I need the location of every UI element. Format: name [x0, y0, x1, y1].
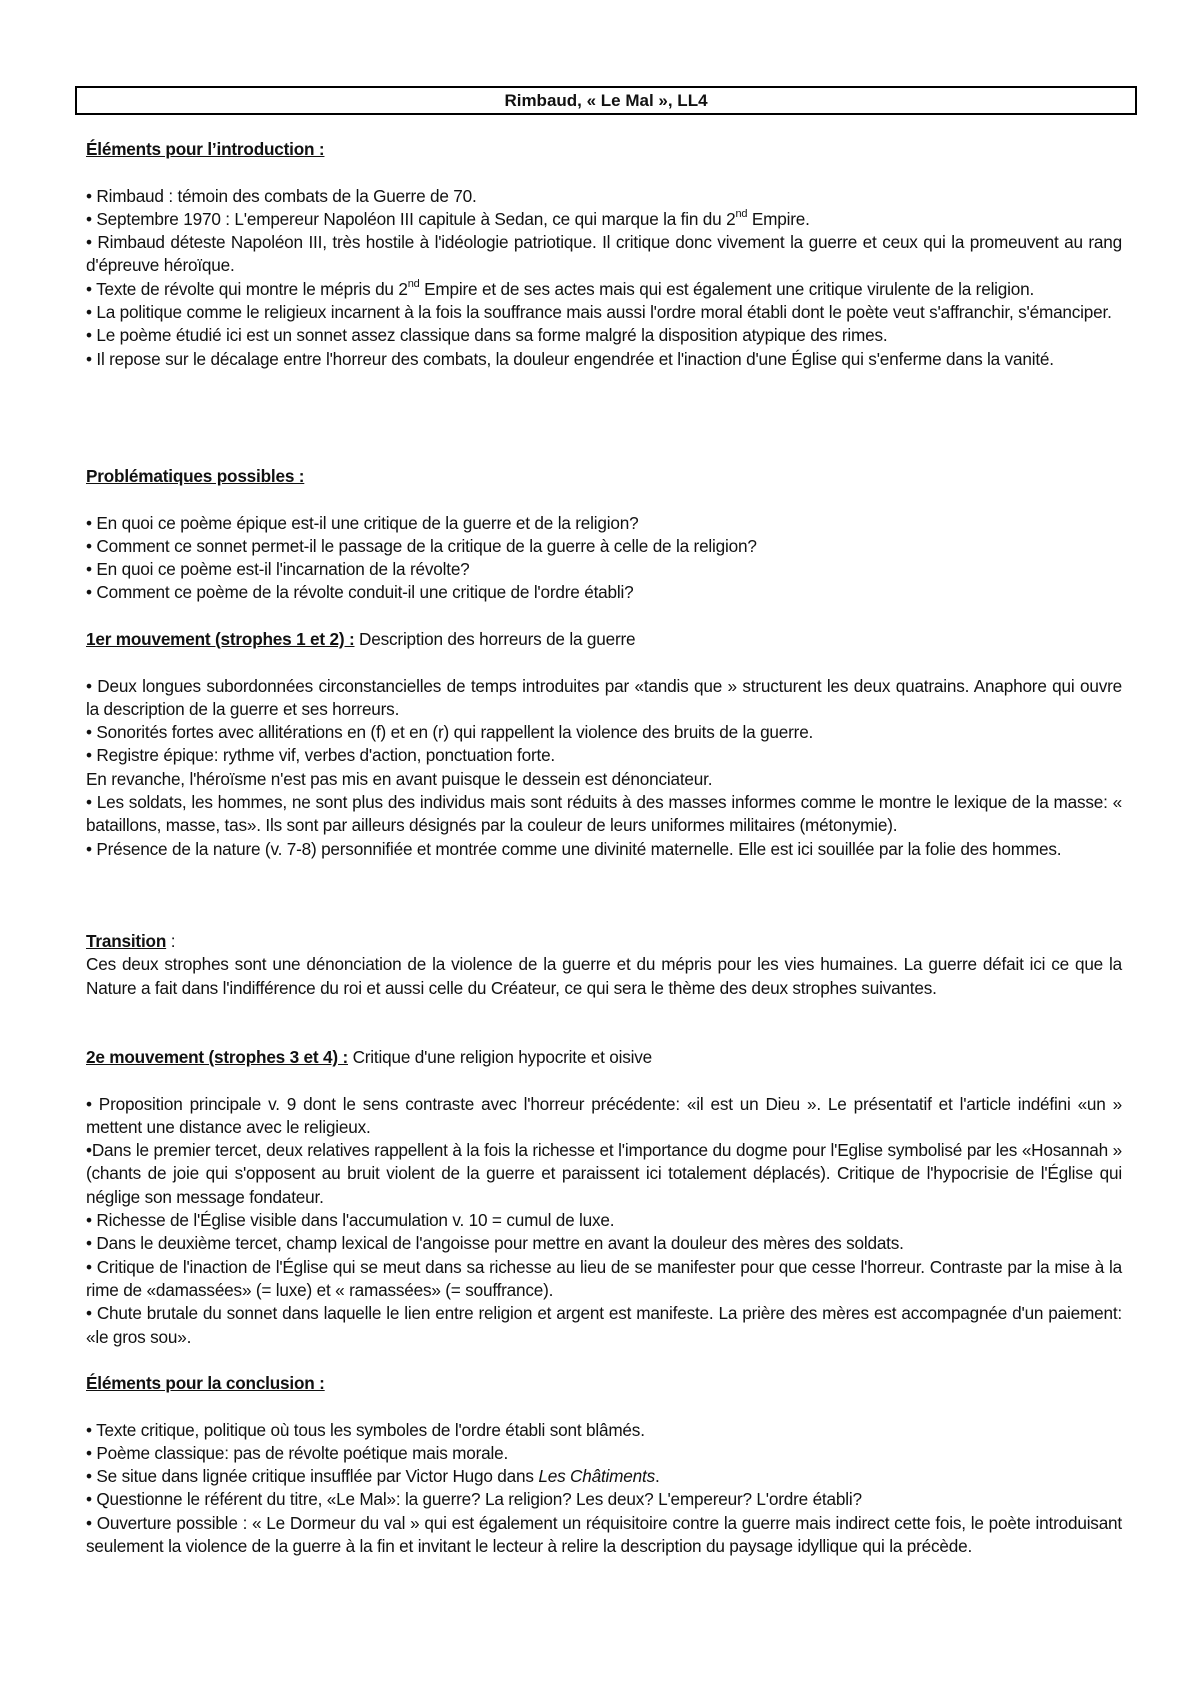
mouvement2-item: •Dans le premier tercet, deux relatives rappellent à la fois la richesse et l'importance du dogme pour l'Eglise symbolisé par les «Hosannah » (chants de joie qui s'opposent au bruit violent de la guerre et paraissent ici totalement déplacés). Critique de l'hypocrisie de l'Église qui néglige son message fondateur.	[86, 1140, 1122, 1207]
intro-heading: Éléments pour l’introduction :	[86, 139, 325, 159]
intro-item: • Rimbaud : témoin des combats de la Guerre de 70.	[86, 185, 477, 206]
problematique-item: • En quoi ce poème épique est-il une critique de la guerre et de la religion?	[86, 512, 639, 533]
mouvement1-item: En revanche, l'héroïsme n'est pas mis en avant puisque le dessein est dénonciateur.	[86, 768, 713, 789]
problematiques-heading: Problématiques possibles :	[86, 466, 305, 486]
mouvement2-item: • Richesse de l'Église visible dans l'accumulation v. 10 = cumul de luxe.	[86, 1210, 615, 1231]
mouvement1-item: • Deux longues subordonnées circonstancielles de temps introduites par «tandis que » structurent les deux quatrains. Anaphore qui ouvre la description de la guerre et ses horreurs.	[86, 675, 1122, 719]
intro-item: • La politique comme le religieux incarnent à la fois la souffrance mais aussi l'ordre moral établi dont le poète veut s'affranchir, s'émanciper.	[86, 302, 1112, 323]
mouvement2-heading: 2e mouvement (strophes 3 et 4) : Critique d'une religion hypocrite et oisive	[86, 1047, 653, 1067]
mouvement1-item: • Les soldats, les hommes, ne sont plus des individus mais sont réduits à des masses informes comme le montre le lexique de la masse: « bataillons, masse, tas». Ils sont par ailleurs désignés par la couleur de leurs uniformes militaires (métonymie).	[86, 792, 1122, 836]
conclusion-item: • Ouverture possible : « Le Dormeur du val » qui est également un réquisitoire contre la guerre mais indirect cette fois, le poète introduisant seulement la violence de la guerre à la fin et invitant le lecteur à relire la description du paysage idyllique qui la précède.	[86, 1512, 1122, 1557]
conclusion-item: • Poème classique: pas de révolte poétique mais morale.	[86, 1442, 509, 1463]
problematique-item: • Comment ce sonnet permet-il le passage de la critique de la guerre à celle de la religion?	[86, 535, 757, 556]
conclusion-heading: Éléments pour la conclusion :	[86, 1373, 325, 1393]
problematiques-section	[86, 465, 1122, 605]
mouvement1-item: • Sonorités fortes avec allitérations en (f) et en (r) qui rappellent la violence des bruits de la guerre.	[86, 722, 814, 743]
intro-item: • Rimbaud déteste Napoléon III, très hostile à l'idéologie patriotique. Il critique donc vivement la guerre et ceux qui la promeuvent au rang d'épreuve héroïque.	[86, 232, 1122, 276]
transition-heading: Transition :	[86, 931, 176, 951]
intro-item: • Le poème étudié ici est un sonnet assez classique dans sa forme malgré la disposition atypique des rimes.	[86, 325, 888, 346]
conclusion-item: • Questionne le référent du titre, «Le Mal»: la guerre? La religion? Les deux? L'empereur? L'ordre établi?	[86, 1489, 862, 1510]
mouvement2-item: • Proposition principale v. 9 dont le sens contraste avec l'horreur précédente: «il est un Dieu ». Le présentatif et l'article indéfini «un » mettent une distance avec le religieux.	[86, 1093, 1122, 1137]
mouvement2-section	[86, 1046, 1122, 1349]
mouvement1-item: • Présence de la nature (v. 7-8) personnifiée et montrée comme une divinité maternelle. Elle est ici souillée par la folie des hommes.	[86, 838, 1062, 859]
mouvement1-heading: 1er mouvement (strophes 1 et 2) : Description des horreurs de la guerre	[86, 629, 636, 649]
mouvement2-item: • Dans le deuxième tercet, champ lexical de l'angoisse pour mettre en avant la douleur des mères des soldats.	[86, 1233, 904, 1254]
conclusion-item: • Texte critique, politique où tous les symboles de l'ordre établi sont blâmés.	[86, 1419, 645, 1440]
conclusion-section	[86, 1372, 1122, 1558]
mouvement1-section	[86, 628, 1122, 861]
intro-item: • Il repose sur le décalage entre l'horreur des combats, la douleur engendrée et l'inaction d'une Église qui s'enferme dans la vanité.	[86, 348, 1054, 369]
conclusion-item: • Se situe dans lignée critique insufflée par Victor Hugo dans Les Châtiments.	[86, 1466, 660, 1487]
page-title: Rimbaud, « Le Mal », LL4	[75, 86, 1137, 115]
intro-section	[86, 138, 1122, 371]
transition-section	[86, 930, 1122, 1000]
problematique-item: • Comment ce poème de la révolte conduit-il une critique de l'ordre établi?	[86, 582, 634, 603]
transition-text: Ces deux strophes sont une dénonciation de la violence de la guerre et du mépris pour les vies humaines. La guerre défait ici ce que la Nature a fait dans l'indifférence du roi et aussi celle du Créateur, ce qui sera le thème des deux strophes suivantes.	[86, 954, 1122, 998]
intro-item: • Septembre 1970 : L'empereur Napoléon III capitule à Sedan, ce qui marque la fin du 2nd Empire.	[86, 208, 810, 229]
mouvement2-item: • Critique de l'inaction de l'Église qui se meut dans sa richesse au lieu de se manifester pour que cesse l'horreur. Contraste par la mise à la rime de «damassées» (= luxe) et « ramassées» (= souffrance).	[86, 1256, 1122, 1300]
mouvement2-item: • Chute brutale du sonnet dans laquelle le lien entre religion et argent est manifeste. La prière des mères est accompagnée d'un paiement: «le gros sou».	[86, 1303, 1122, 1347]
problematique-item: • En quoi ce poème est-il l'incarnation de la révolte?	[86, 559, 470, 580]
mouvement1-item: • Registre épique: rythme vif, verbes d'action, ponctuation forte.	[86, 745, 556, 766]
intro-item: • Texte de révolte qui montre le mépris du 2nd Empire et de ses actes mais qui est également une critique virulente de la religion.	[86, 278, 1035, 299]
